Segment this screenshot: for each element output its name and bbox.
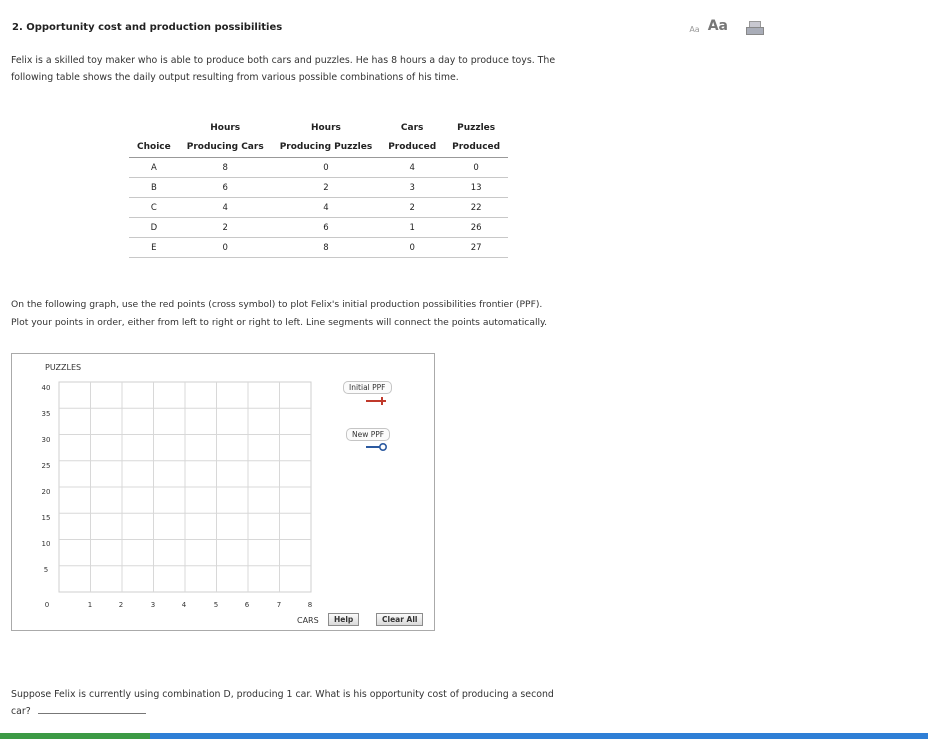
x-tick-label: 4 <box>181 601 187 609</box>
new-ppf-label[interactable]: New PPF <box>346 428 390 441</box>
table-cell: 6 <box>179 178 272 198</box>
clear-all-button[interactable]: Clear All <box>376 613 423 626</box>
font-increase-button[interactable]: Aa <box>707 18 728 34</box>
table-cell: E <box>129 238 179 258</box>
y-tick-label: 35 <box>41 410 51 418</box>
table-cell: 4 <box>179 198 272 218</box>
table-header: Hours <box>310 123 341 133</box>
table-header: Hours <box>210 123 241 133</box>
intro-line-2: following table shows the daily output resulting from various possible combinations of his time. <box>11 72 459 83</box>
progress-bar <box>0 733 928 739</box>
graph-instructions <box>11 296 811 332</box>
x-tick-labels <box>45 601 312 609</box>
table-header: Produced <box>380 138 444 158</box>
y-tick-label: 15 <box>41 514 51 522</box>
y-tick-label: 30 <box>41 436 51 444</box>
table-cell: 0 <box>380 238 444 258</box>
table-cell: D <box>129 218 179 238</box>
prompt-line-1: Suppose Felix is currently using combination D, producing 1 car. What is his opportunity cost of producing a second <box>11 689 554 700</box>
x-tick-label: 5 <box>213 601 219 609</box>
table-cell: 27 <box>444 238 508 258</box>
table-header: Cars <box>400 123 424 133</box>
table-cell: 2 <box>380 198 444 218</box>
table-row <box>129 218 508 238</box>
instruction-line-1: On the following graph, use the red points (cross symbol) to plot Felix's initial production possibilities frontier (PPF). <box>11 299 543 310</box>
table-row <box>129 238 508 258</box>
table-header: Produced <box>444 138 508 158</box>
y-tick-label: 25 <box>41 462 51 470</box>
y-axis-label: PUZZLES <box>45 363 82 372</box>
ppf-graph-panel <box>11 353 435 631</box>
table-cell: B <box>129 178 179 198</box>
table-header-row-bottom <box>129 138 508 158</box>
x-tick-label: 7 <box>276 601 282 609</box>
question-prompt <box>11 686 771 720</box>
y-tick-labels <box>42 384 51 574</box>
x-tick-label: 6 <box>244 601 250 609</box>
new-ppf-tool[interactable] <box>366 444 386 450</box>
instruction-line-2: Plot your points in order, either from left to right or right to left. Line segments will connect the points automatically. <box>11 317 548 328</box>
plot-grid[interactable] <box>59 382 311 592</box>
table-cell: 13 <box>444 178 508 198</box>
y-tick-label: 10 <box>41 540 51 548</box>
x-tick-label: 3 <box>150 601 156 609</box>
table-cell: 0 <box>272 158 381 178</box>
table-header-row-top <box>129 119 508 138</box>
table-cell: 26 <box>444 218 508 238</box>
text-tools <box>689 18 762 34</box>
initial-ppf-label[interactable]: Initial PPF <box>343 381 392 394</box>
table-cell: 8 <box>179 158 272 178</box>
table-row <box>129 178 508 198</box>
table-header: Producing Cars <box>179 138 272 158</box>
circle-icon <box>380 444 386 450</box>
table-cell: 0 <box>444 158 508 178</box>
table-cell: 1 <box>380 218 444 238</box>
y-tick-label: 40 <box>41 384 51 392</box>
table-cell: 4 <box>380 158 444 178</box>
print-icon[interactable] <box>746 21 762 34</box>
intro-line-1: Felix is a skilled toy maker who is able to produce both cars and puzzles. He has 8 hours a day to produce toys. The <box>11 55 556 66</box>
help-button[interactable]: Help <box>328 613 359 626</box>
x-tick-label: 8 <box>307 601 313 609</box>
question-title: 2. Opportunity cost and production possibilities <box>12 22 283 33</box>
table-row <box>129 158 508 178</box>
table-header <box>129 119 179 138</box>
table-cell: 0 <box>179 238 272 258</box>
font-decrease-button[interactable]: Aa <box>689 25 700 34</box>
x-tick-label: 0 <box>44 601 50 609</box>
x-tick-label: 2 <box>118 601 124 609</box>
table-cell: 2 <box>272 178 381 198</box>
x-tick-label: 1 <box>87 601 93 609</box>
table-cell: 22 <box>444 198 508 218</box>
production-table <box>129 119 508 258</box>
table-cell: 3 <box>380 178 444 198</box>
table-cell: 6 <box>272 218 381 238</box>
table-row <box>129 198 508 218</box>
table-cell: 4 <box>272 198 381 218</box>
intro-text <box>11 52 771 86</box>
table-header: Puzzles <box>457 123 496 133</box>
x-axis-label: CARS <box>297 616 319 625</box>
y-tick-label: 20 <box>41 488 51 496</box>
table-cell: 2 <box>179 218 272 238</box>
table-cell: A <box>129 158 179 178</box>
table-cell: C <box>129 198 179 218</box>
prompt-line-2 <box>11 703 771 720</box>
table-header: Choice <box>129 138 179 158</box>
ppf-graph[interactable] <box>12 354 434 630</box>
table-header: Producing Puzzles <box>272 138 381 158</box>
table-cell: 8 <box>272 238 381 258</box>
y-tick-label: 5 <box>43 566 49 574</box>
initial-ppf-tool[interactable] <box>366 397 386 405</box>
answer-input[interactable] <box>38 703 146 714</box>
prompt-line-2-text: car? <box>11 706 31 717</box>
